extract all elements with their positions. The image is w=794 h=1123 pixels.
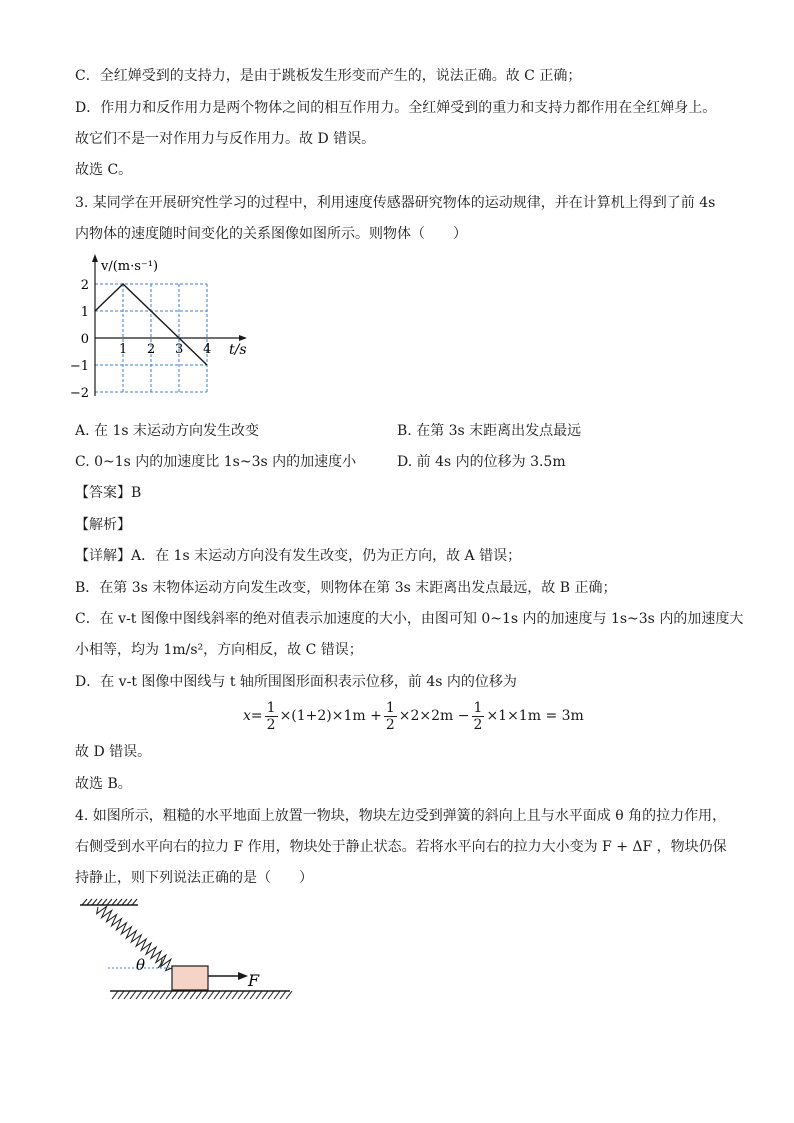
hatch-mark [178,991,184,999]
force-arrowhead [238,972,248,980]
hatch-mark [122,899,127,905]
analysis-tag: 【解析】 [75,517,131,533]
prev-option-d-line2: 故它们不是一对作用力与反作用力。故 D 错误。 [75,131,376,147]
hatch-mark [172,991,178,999]
vt-axes [92,254,247,396]
detail-line2: B．在第 3s 末物体运动方向发生改变，则物体在第 3s 末距离出发点最远，故 B 正确； [75,580,617,596]
y-axis-label: v/(m·s⁻¹) [101,259,159,274]
q3-stem-line1: 3. 某同学在开展研究性学习的过程中，利用速度传感器研究物体的运动规律，并在计算机上得到了前 4s [75,195,716,211]
q3-option-d: D. 前 4s 内的位移为 3.5m [397,454,566,470]
hatch-mark [87,899,92,905]
hatch-mark [142,991,148,999]
hatch-mark [112,991,118,999]
q3-option-c: C. 0~1s 内的加速度比 1s~3s 内的加速度小 [75,454,357,470]
hatch-mark [274,991,280,999]
formula-term2: ×2×2m − [398,708,470,724]
formula-term3: ×1×1m = 3m [486,708,584,724]
vt-ticks [70,278,211,401]
frac-2: $\frac{1}{2}$ [385,699,395,733]
q3-choose: 故选 B。 [75,776,132,792]
hatch-mark [127,899,132,905]
hatch-mark [92,899,97,905]
d-wrong: 故 D 错误。 [75,744,152,760]
hatch-mark [124,991,130,999]
frac-1: $\frac{1}{2}$ [266,699,276,733]
detail-line4: 小相等，均为 1m/s²，方向相反，故 C 错误； [75,642,363,658]
frac-3: $\frac{1}{2}$ [473,699,483,733]
y-tick-label: 1 [80,305,89,320]
y-tick-label: −2 [70,386,89,401]
prev-option-c: C．全红婵受到的支持力，是由于跳板发生形变而产生的，说法正确。故 C 正确； [75,68,582,84]
hatch-mark [132,899,137,905]
q4-stem-line2: 右侧受到水平向右的拉力 F 作用，物块处于静止状态。若将水平向右的拉力大小变为 F + ΔF ，物块仍保 [75,839,727,855]
hatch-mark [160,991,166,999]
theta-label: θ [136,956,146,974]
x-tick-label: 1 [119,342,128,357]
force-label: F [248,971,260,990]
hatch-mark [202,991,208,999]
hatch-mark [136,991,142,999]
q3-option-b: B. 在第 3s 末距离出发点最远 [397,423,582,439]
y-tick-label: 0 [80,332,89,347]
q4-stem-line3: 持静止，则下列说法正确的是（ ） [75,870,313,886]
hatch-mark [238,991,244,999]
hatch-mark [250,991,256,999]
hatch-mark [102,899,107,905]
hatch-mark [214,991,220,999]
hatch-mark [196,991,202,999]
q3-stem-line2: 内物体的速度随时间变化的关系图像如图所示。则物体（ ） [75,226,467,242]
q3-answer-line [75,483,141,503]
x-axis-arrow [239,335,247,341]
hatch-mark [256,991,262,999]
hatch-mark [184,991,190,999]
ground-hatch [112,991,292,999]
vt-graph [70,250,260,410]
formula-term1: ×(1+2)×1m + [279,708,382,724]
x-tick-label: 4 [203,342,212,357]
x-tick-label: 2 [147,342,156,357]
q4-stem-line1: 4. 如图所示，粗糙的水平地面上放置一物块，物块左边受到弹簧的斜向上且与水平面成 θ 角的拉力作用， [75,808,727,824]
block [172,966,208,990]
detail-line1: 【详解】A．在 1s 末运动方向没有发生改变，仍为正方向，故 A 错误； [75,548,522,564]
answer-tag: 【答案】 [75,485,131,501]
hatch-mark [262,991,268,999]
hatch-mark [208,991,214,999]
prev-answer: 故选 C。 [75,162,133,178]
formula-eq: = [250,708,263,724]
hatch-mark [280,991,286,999]
q3-option-a: A. 在 1s 末运动方向发生改变 [75,423,260,439]
hatch-mark [82,899,87,905]
hatch-mark [117,899,122,905]
y-axis-arrow [92,254,98,262]
formula-x: x [243,708,251,724]
x-tick-label: 3 [175,342,184,357]
hatch-mark [107,899,112,905]
y-tick-label: 2 [80,278,89,293]
spring [97,906,172,970]
x-axis-label: t/s [229,342,247,358]
prev-option-d-line1: D．作用力和反作用力是两个物体之间的相互作用力。全红婵受到的重力和支持力都作用在全红婵身上。 [75,100,717,116]
hatch-mark [232,991,238,999]
hatch-mark [112,899,117,905]
hatch-mark [220,991,226,999]
spring-block-figure [70,895,300,1015]
y-tick-label: −1 [70,359,89,374]
hatch-mark [190,991,196,999]
ceiling-hatch [82,899,137,905]
hatch-mark [244,991,250,999]
detail-line3: C．在 v-t 图像中图线斜率的绝对值表示加速度的大小，由图可知 0~1s 内的加速度与 1s~3s 内的加速度大 [75,611,744,627]
displacement-formula [243,696,584,736]
detail-line5: D．在 v-t 图像中图线与 t 轴所围图形面积表示位移，前 4s 内的位移为 [75,674,517,690]
hatch-mark [97,899,102,905]
hatch-mark [130,991,136,999]
hatch-mark [154,991,160,999]
hatch-mark [226,991,232,999]
hatch-mark [148,991,154,999]
hatch-mark [286,991,292,999]
hatch-mark [118,991,124,999]
answer-value: B [131,485,142,501]
hatch-mark [268,991,274,999]
hatch-mark [166,991,172,999]
